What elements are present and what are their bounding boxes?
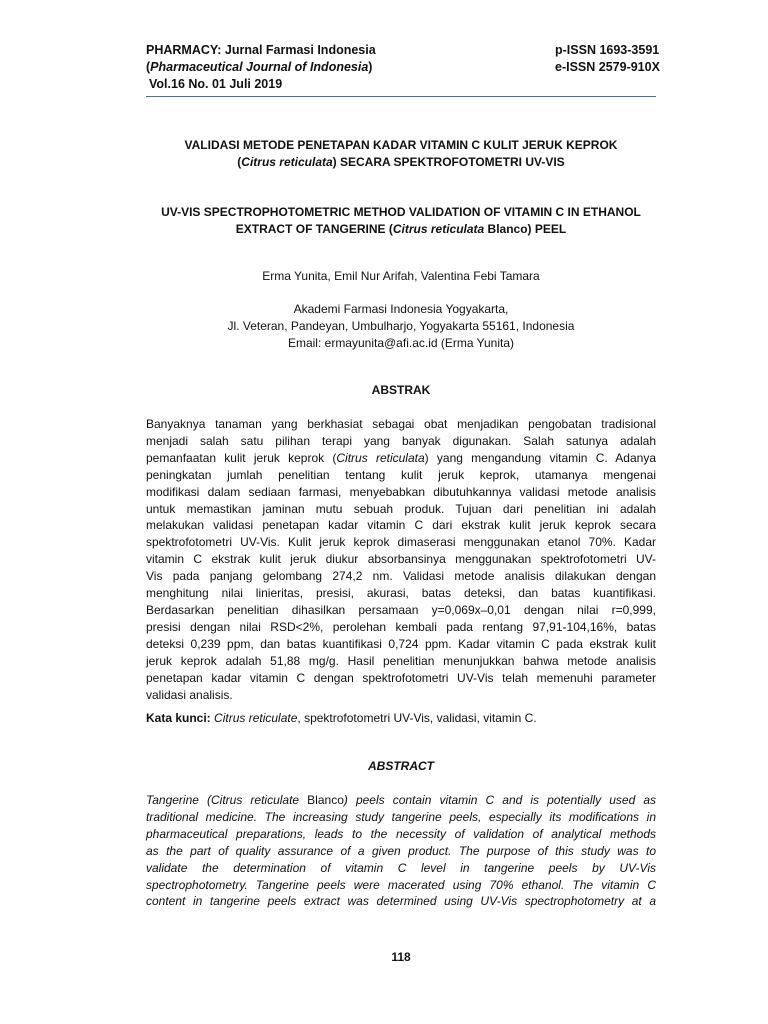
title-english: UV-VIS SPECTROPHOTOMETRIC METHOD VALIDATION OF VITAMIN C IN ETHANOL EXTRACT OF TANGERINE (Citrus reticulata Blanco) PEEL xyxy=(161,205,641,236)
journal-name: PHARMACY: Jurnal Farmasi Indonesia xyxy=(146,43,376,57)
p-issn: p-ISSN 1693-3591 xyxy=(555,43,660,57)
e-issn: e-ISSN 2579-910X xyxy=(555,60,660,74)
abstrak-body: Banyaknya tanaman yang berkhasiat sebagai obat menjadikan pengobatan tradisional menjadi salah satu pilihan terapi yang banyak digunakan. Salah satunya adalah pemanfaatan kulit jeruk keprok (Citrus reticulata) yang mengandung vitamin C. Adanya peningkatan jumlah penelitian tentang kulit jeruk keprok, utamanya mengenai modifikasi dalam sediaan farmasi, menyebabkan dibutuhkannya validasi metode analisis untuk memastikan jaminan mutu sebuah produk. Tujuan dari penelitian ini adalah melakukan validasi penetapan kadar vitamin C dari ekstrak kulit jeruk keprok secara spektrofotometri UV-Vis. Kulit jeruk keprok dimaserasi menggunakan etanol 70%. Kadar vitamin C ekstrak kulit jeruk diukur absorbansinya menggunakan spektrofotometri UV- Vis pada panjang gelombang 274,2 nm. Validasi metode analisis dilakukan dengan menghitung nilai linieritas, presisi, akurasi, batas deteksi, dan batas kuantifikasi. Berdasarkan penelitian dihasilkan persamaan y=0,069x–0,01 dengan nilai r=0,999, presisi dengan nilai RSD<2%, perolehan kembali pada rentang 97,91-104,16%, batas deteksi 0,239 ppm, dan batas kuantifikasi 0,724 ppm. Kadar vitamin C pada ekstrak kulit jeruk keprok adalah 51,88 mg/g. Hasil penelitian menunjukkan bahwa metode analisis penetapan kadar vitamin C dengan spektrofotometri UV-Vis telah memenuhi parameter validasi analisis. xyxy=(146,417,656,702)
header-rule xyxy=(146,96,656,97)
journal-volume: Vol.16 No. 01 Juli 2019 xyxy=(149,77,283,91)
journal-name-en: (Pharmaceutical Journal of Indonesia) xyxy=(146,60,373,74)
abstract-body: Tangerine (Citrus reticulate Blanco) peels contain vitamin C and is potentially used as traditional medicine. The increasing study tangerine peels, especially its modifications in pharmaceutical preparations, leads to the necessity of validation of analytical methods as the part of quality assurance of a given product. The purpose of this study was to validate the determination of vitamin C level in tangerine peels by UV-Vis spectrophotometry. Tangerine peels were macerated using 70% ethanol. The vitamin C content in tangerine peels extract was determined using UV-Vis spectrophotometry at a xyxy=(146,793,656,909)
title-indonesian: VALIDASI METODE PENETAPAN KADAR VITAMIN C KULIT JERUK KEPROK (Citrus reticulata) SECARA SPEKTROFOTOMETRI UV-VIS xyxy=(184,138,618,169)
journal-header xyxy=(146,42,376,93)
issn-block xyxy=(555,42,660,76)
page-number: 118 xyxy=(391,950,411,964)
abstrak-heading: ABSTRAK xyxy=(371,383,431,397)
author-list: Erma Yunita, Emil Nur Arifah, Valentina Febi Tamara xyxy=(262,269,540,283)
abstract-heading: ABSTRACT xyxy=(368,759,434,773)
keywords: Kata kunci: Citrus reticulate, spektrofotometri UV-Vis, validasi, vitamin C. xyxy=(146,711,537,725)
keywords-label: Kata kunci: xyxy=(146,711,211,725)
affiliation: Akademi Farmasi Indonesia Yogyakarta, Jl. Veteran, Pandeyan, Umbulharjo, Yogyakarta 55161, Indonesia Email: ermayunita@afi.ac.id (Erma Yunita) xyxy=(227,302,575,350)
